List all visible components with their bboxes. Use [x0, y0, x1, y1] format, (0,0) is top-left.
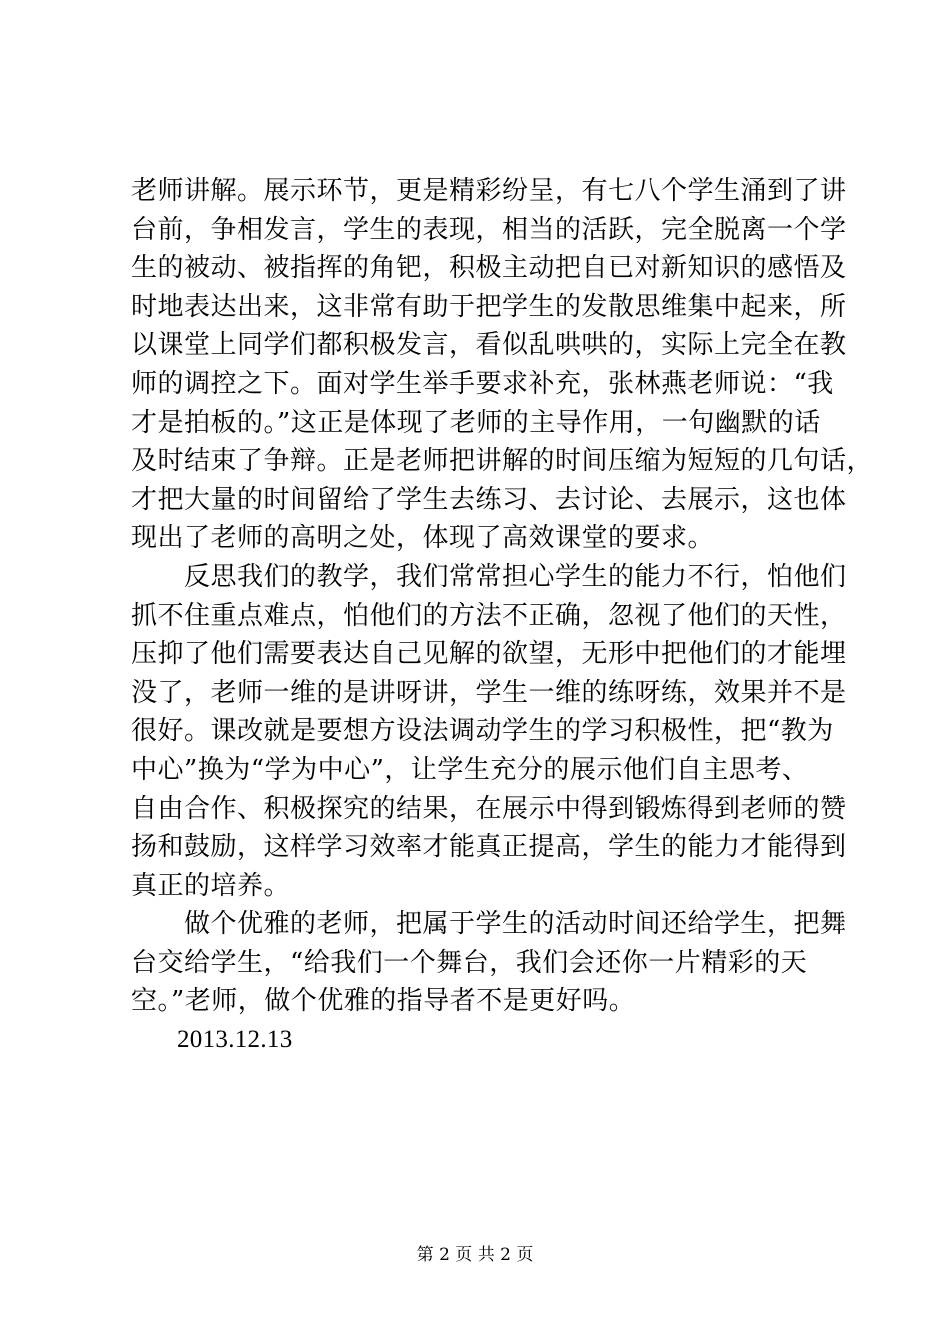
body-line: 及时结束了争辩。正是老师把讲解的时间压缩为短短的几句话，: [131, 446, 874, 477]
body-line: 抓不住重点难点，怕他们的方法不正确，忽视了他们的天性，: [131, 600, 847, 631]
body-line: 扬和鼓励，这样学习效率才能真正提高，学生的能力才能得到: [131, 832, 847, 863]
body-line: 压抑了他们需要表达自己见解的欲望，无形中把他们的才能埋: [131, 639, 847, 670]
document-date: 2013.12.13: [177, 1026, 293, 1054]
body-line: 才是拍板的。”这正是体现了老师的主导作用，一句幽默的话: [131, 407, 821, 438]
body-line: 很好。课改就是要想方设法调动学生的学习积极性，把“教为: [131, 716, 834, 747]
body-line: 时地表达出来，这非常有助于把学生的发散思维集中起来，所: [131, 291, 847, 322]
document-body: [131, 172, 874, 1060]
body-line: 真正的培养。: [131, 870, 291, 901]
body-line: 师的调控之下。面对学生举手要求补充，张林燕老师说：“我: [131, 368, 834, 399]
body-line: 现出了老师的高明之处，体现了高效课堂的要求。: [131, 523, 715, 554]
body-line: 以课堂上同学们都积极发言，看似乱哄哄的，实际上完全在教: [131, 330, 847, 361]
body-line: 自由合作、积极探究的结果，在展示中得到锻炼得到老师的赞: [131, 793, 847, 824]
body-line: 反思我们的教学，我们常常担心学生的能力不行，怕他们: [131, 561, 847, 592]
body-line: 做个优雅的老师，把属于学生的活动时间还给学生，把舞: [131, 909, 847, 940]
body-line: 空。”老师，做个优雅的指导者不是更好吗。: [131, 986, 636, 1017]
body-line: 才把大量的时间留给了学生去练习、去讨论、去展示，这也体: [131, 484, 847, 515]
body-line: 台前，争相发言，学生的表现，相当的活跃，完全脱离一个学: [131, 214, 847, 245]
body-line: 老师讲解。展示环节，更是精彩纷呈，有七八个学生涌到了讲: [131, 176, 847, 206]
body-line: 台交给学生，“给我们一个舞台，我们会还你一片精彩的天: [131, 947, 808, 978]
body-line: 生的被动、被指挥的角钯，积极主动把自已对新知识的感悟及: [131, 253, 847, 284]
body-line: 没了，老师一维的是讲呀讲，学生一维的练呀练，效果并不是: [131, 677, 847, 708]
body-line: 中心”换为“学为中心”，让学生充分的展示他们自主思考、: [131, 754, 809, 785]
page-footer: 第 2 页 共 2 页: [416, 1245, 534, 1265]
